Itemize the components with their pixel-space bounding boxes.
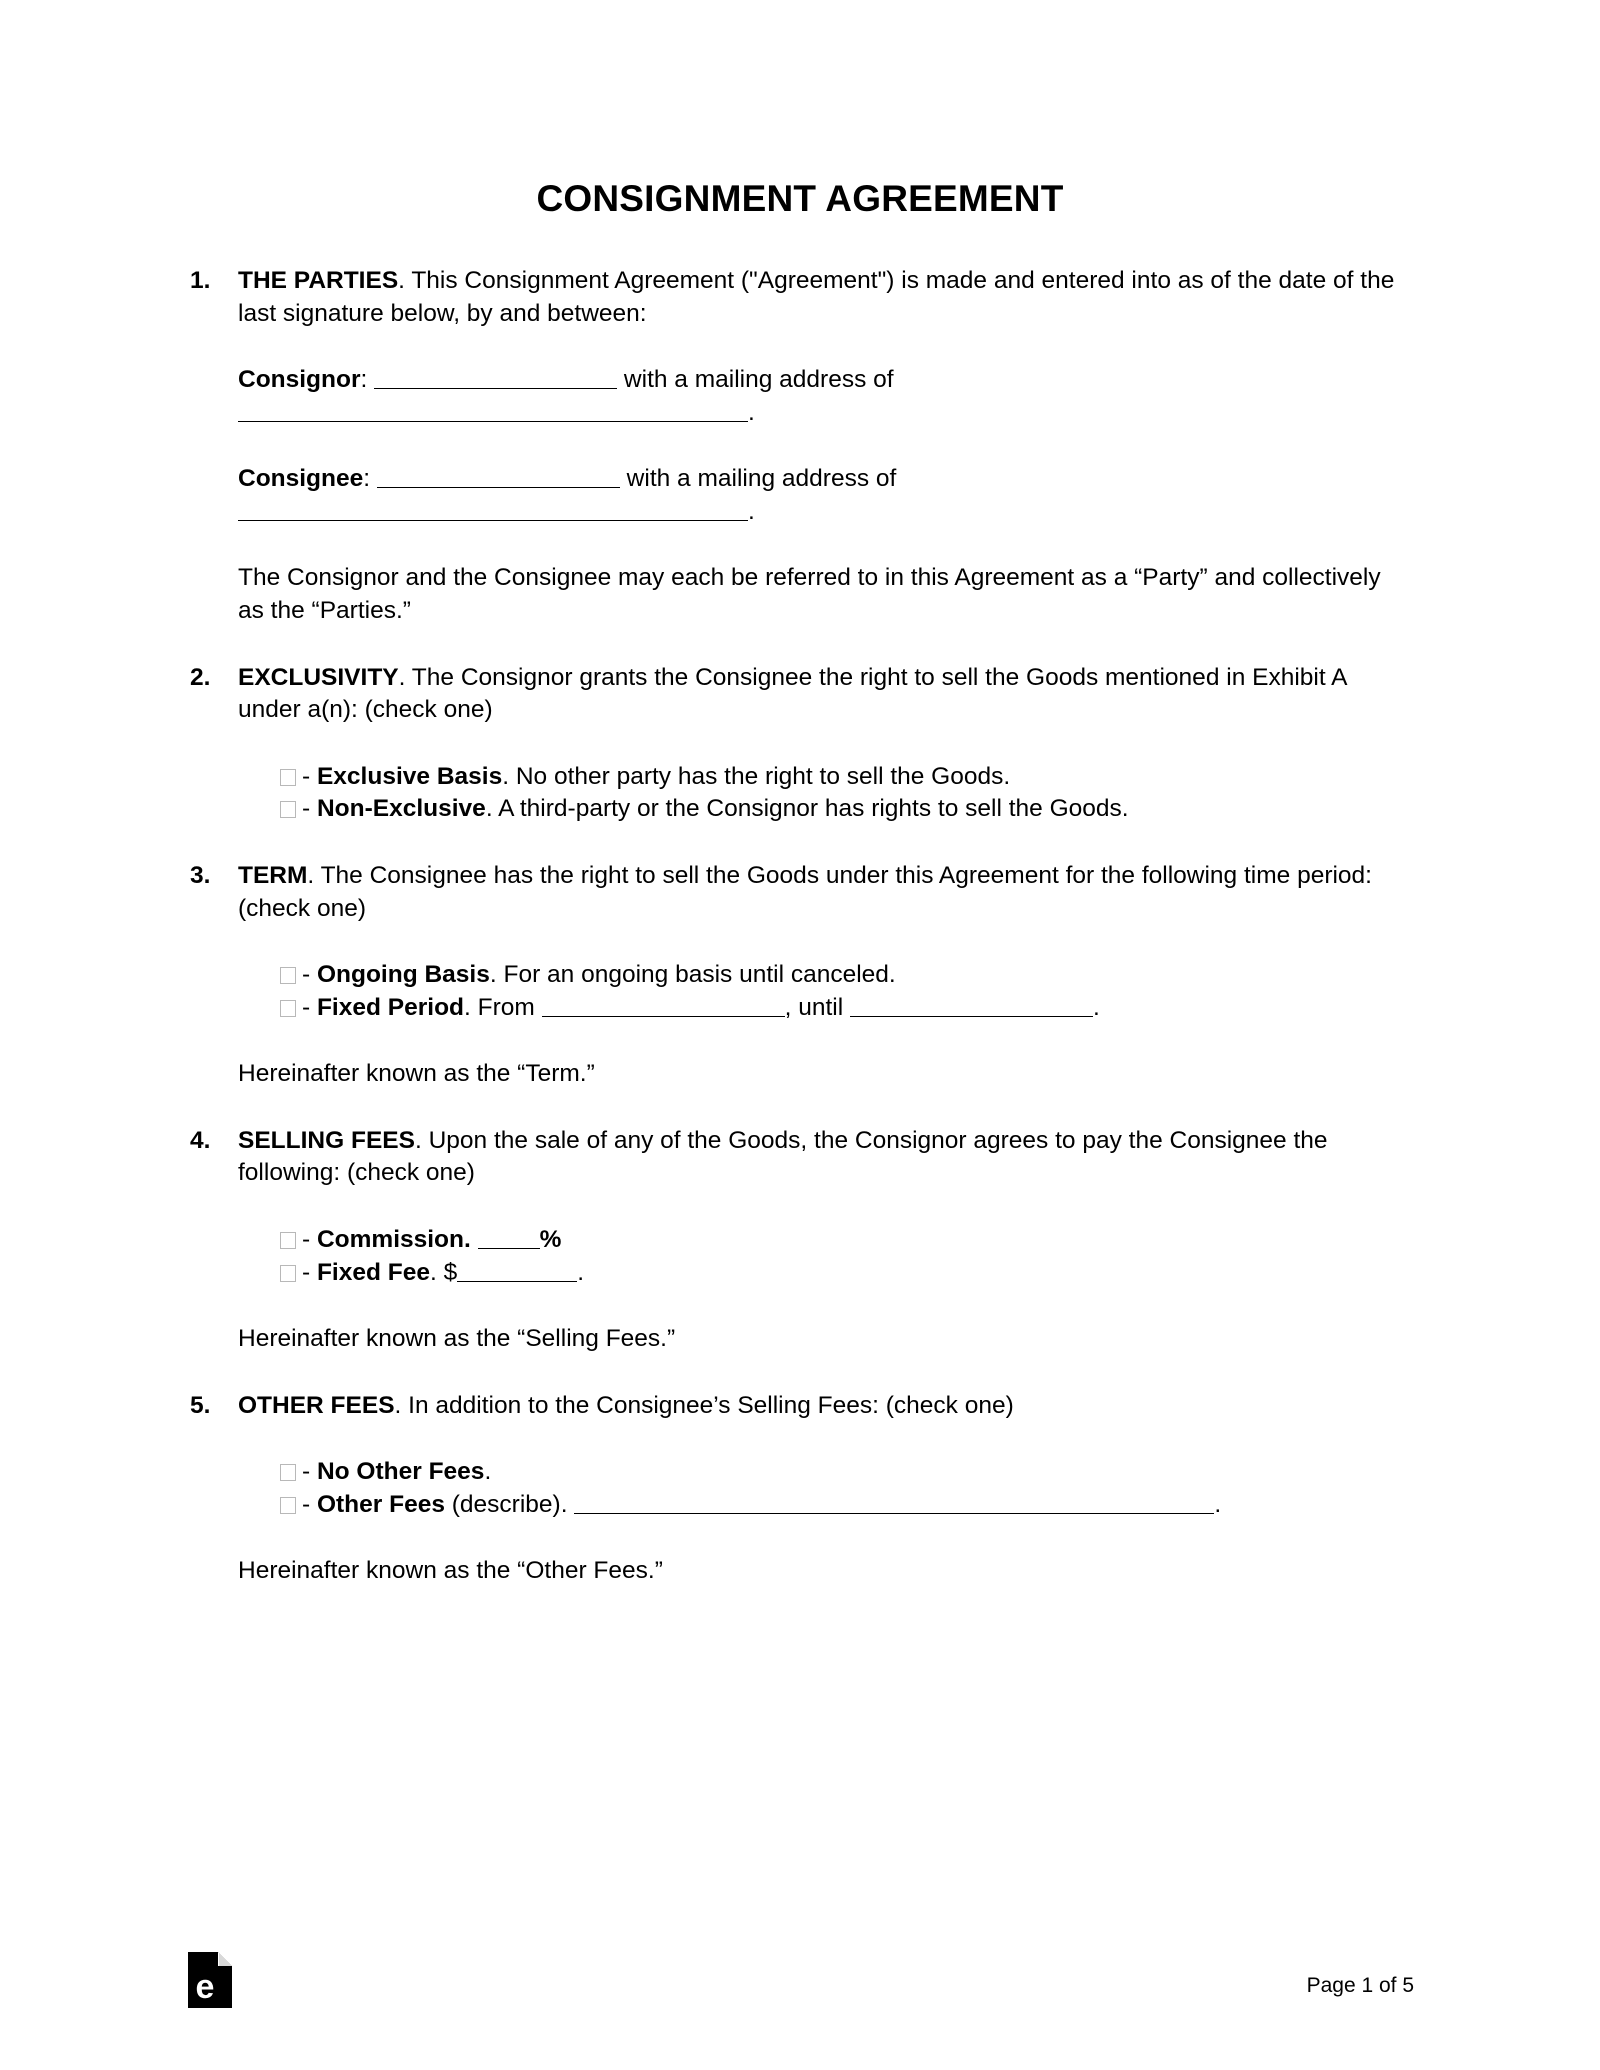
option-percent-sign: % [539,1225,562,1253]
option-label: Non-Exclusive [316,795,486,823]
commission-percent-blank[interactable] [478,1226,540,1249]
checkbox-icon[interactable] [280,1265,296,1282]
option-from-text: . From [464,993,542,1021]
section-1-heading: THE PARTIES [238,267,399,294]
other-fees-hereinafter: Hereinafter known as the “Other Fees.” [238,1557,663,1585]
option-end-period: . [1092,993,1100,1021]
option-label: Fixed Fee [316,1258,430,1286]
section-2-exclusivity [186,662,1411,727]
consignee-label: Consignee [238,465,364,493]
option-dash: - [302,1225,317,1253]
section-2-text [238,662,1411,727]
section-2-body: . The Consignor grants the Consignee the right to sell the Goods mentioned in Exhibit A under a(n): (check one) [238,663,1347,724]
section-2-heading: EXCLUSIVITY [238,663,399,691]
section-3-number: 3. [190,861,211,889]
checkbox-icon[interactable] [280,769,296,786]
consignor-address-blank[interactable] [238,398,748,421]
svg-text:e: e [195,1968,215,2006]
consignor-block [238,364,1411,429]
option-commission[interactable] [280,1224,1411,1257]
checkbox-icon[interactable] [280,967,296,984]
option-dash: - [302,1458,317,1486]
consignee-mid-text: with a mailing address of [619,465,897,493]
option-label: Commission [316,1225,464,1253]
section-4-number: 4. [190,1126,211,1154]
option-dash: - [302,795,317,823]
spacer [186,1422,1411,1456]
spacer [186,1190,1411,1224]
section-5-number: 5. [190,1391,211,1419]
checkbox-icon[interactable] [280,1000,296,1017]
page-number-label: Page 1 of 5 [1306,1974,1414,1997]
option-label: Exclusive Basis [316,762,503,790]
option-end-period: . [1214,1490,1222,1518]
option-label: No Other Fees [316,1458,485,1486]
spacer [186,330,1411,364]
section-5-text [238,1390,1411,1423]
spacer [186,528,1411,562]
section-5-body: . In addition to the Consignee’s Selling Fees: (check one) [394,1391,1014,1419]
option-fixed-fee[interactable] [280,1257,1411,1290]
option-description: . A third-party or the Consignor has rights to sell the Goods. [485,795,1129,823]
consignee-end-period: . [748,497,755,525]
option-non-exclusive[interactable] [280,793,1411,826]
consignor-colon: : [360,366,368,394]
section-5-options [280,1456,1411,1521]
section-2-number: 2. [190,663,211,691]
consignor-mid-text: with a mailing address of [617,366,894,394]
consignee-block [238,463,1411,528]
checkbox-icon[interactable] [280,1497,296,1514]
fixed-period-until-blank[interactable] [850,993,1093,1016]
option-dash: - [302,1258,317,1286]
option-dash: - [302,961,317,989]
option-other-fees[interactable] [280,1489,1411,1522]
section-4-text [238,1125,1411,1190]
option-label: Other Fees [316,1490,445,1518]
page-footer [186,1952,1414,2022]
consignor-name-blank[interactable] [374,366,617,389]
section-3-heading: TERM [238,861,308,889]
section-3-options [280,959,1411,1024]
page-title: CONSIGNMENT AGREEMENT [536,178,1064,219]
option-end-period: . [484,1458,492,1486]
section-5-heading: OTHER FEES [238,1391,395,1419]
section-1-number: 1. [190,267,211,294]
spacer [186,1024,1411,1058]
section-4-selling-fees [186,1125,1411,1190]
term-hereinafter: Hereinafter known as the “Term.” [238,1060,595,1088]
spacer [186,727,1411,761]
option-label: Ongoing Basis [316,961,490,989]
consignee-address-blank[interactable] [238,498,748,521]
option-until-text: , until [784,993,850,1021]
option-no-other-fees[interactable] [280,1456,1411,1489]
consignor-end-period: . [748,398,755,426]
selling-fees-hereinafter: Hereinafter known as the “Selling Fees.” [238,1325,676,1353]
section-2-options [280,761,1411,826]
section-1-the-parties [186,265,1411,330]
option-dash: - [302,993,317,1021]
consignee-name-blank[interactable] [377,465,620,488]
parties-definition-paragraph: The Consignor and the Consignee may each be referred to in this Agreement as a “Party” and collectively as the “Parties.” [238,564,1381,625]
spacer [186,1289,1411,1323]
option-punct: . [464,1225,478,1253]
section-3-text [238,860,1411,925]
spacer [186,1356,1411,1390]
consignee-colon: : [363,465,371,493]
spacer [186,1091,1411,1125]
document-body [186,265,1411,1588]
fixed-fee-amount-blank[interactable] [457,1258,577,1281]
option-describe-text: (describe). [444,1490,575,1518]
other-fees-describe-blank[interactable] [574,1491,1214,1514]
option-dash: - [302,1490,317,1518]
section-3-term [186,860,1411,925]
section-5-other-fees [186,1390,1411,1423]
option-exclusive-basis[interactable] [280,761,1411,794]
section-4-heading: SELLING FEES [238,1126,415,1154]
spacer [186,1521,1411,1555]
checkbox-icon[interactable] [280,801,296,818]
section-4-options [280,1224,1411,1289]
consignor-label: Consignor [238,366,361,394]
option-fixed-period[interactable] [280,992,1411,1025]
option-description: . For an ongoing basis until canceled. [489,961,896,989]
option-end-period: . [577,1258,585,1286]
section-1-intro: . This Consignment Agreement ("Agreement") is made and entered into as of the date of the last signature below, by and between: [238,267,1395,327]
option-dash: - [302,762,317,790]
option-ongoing-basis[interactable] [280,959,1411,992]
spacer [186,628,1411,662]
option-description: . No other party has the right to sell the Goods. [502,762,1011,790]
option-dollar-sign: . $ [429,1258,458,1286]
section-1-text [238,265,1411,330]
section-3-body: . The Consignee has the right to sell the Goods under this Agreement for the following time period: (check one) [238,861,1372,922]
option-label: Fixed Period [316,993,465,1021]
eforms-logo-icon [188,1952,232,2008]
spacer [186,925,1411,959]
checkbox-icon[interactable] [280,1232,296,1249]
fixed-period-from-blank[interactable] [542,993,785,1016]
spacer [186,429,1411,463]
section-4-body: . Upon the sale of any of the Goods, the Consignor agrees to pay the Consignee the following: (check one) [238,1126,1328,1187]
spacer [186,826,1411,860]
checkbox-icon[interactable] [280,1464,296,1481]
